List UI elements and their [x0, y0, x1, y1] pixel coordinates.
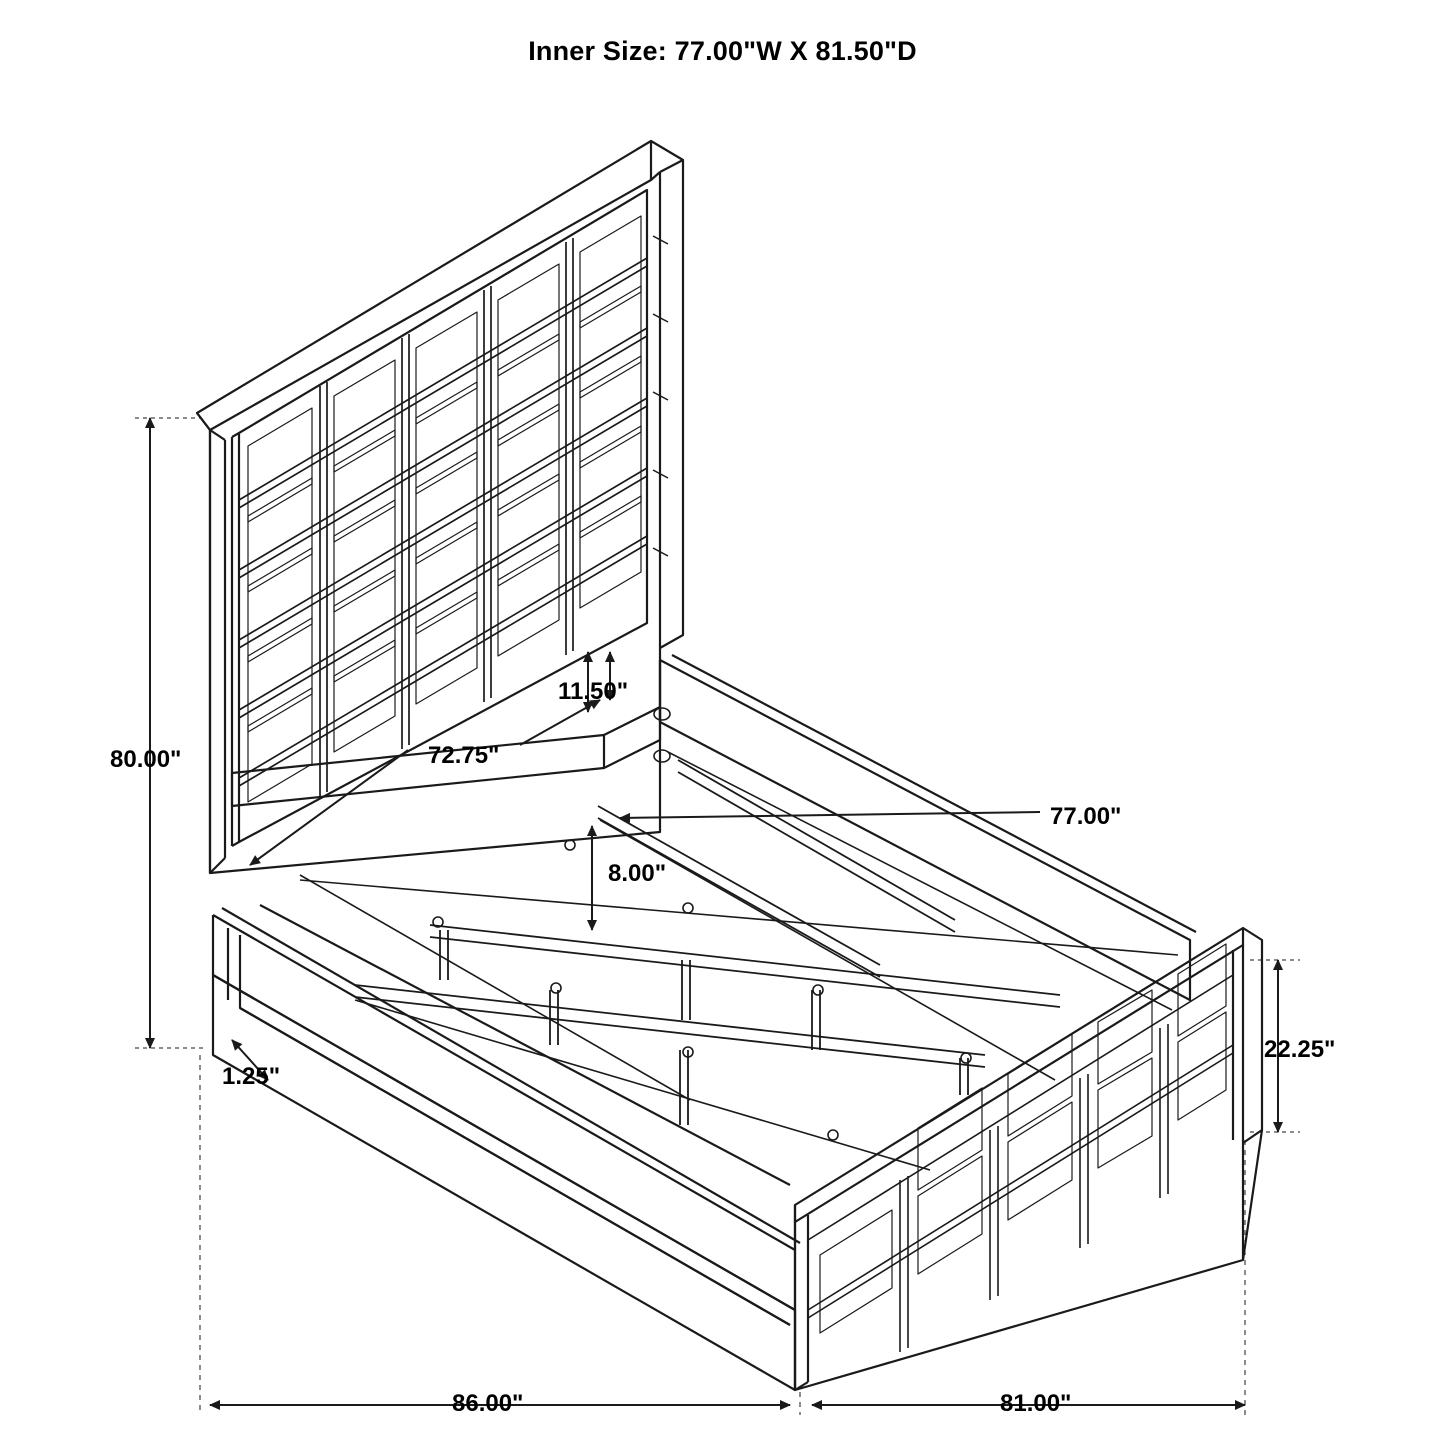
- dim-label-inner-width: 77.00": [1050, 803, 1122, 830]
- dim-label-slat-clearance: 8.00": [608, 860, 667, 887]
- dim-label-overall-width: 81.00": [1000, 1390, 1072, 1417]
- dim-label-panel-width: 72.75": [428, 742, 500, 769]
- page-title: Inner Size: 77.00"W X 81.50"D: [528, 36, 917, 66]
- footboard: [795, 928, 1262, 1390]
- dim-label-rail-offset: 11.50": [558, 678, 629, 705]
- bed-frame-rails: [213, 655, 1196, 1390]
- dim-line-panel-width: [250, 750, 408, 865]
- dim-label-overall-length: 86.00": [452, 1390, 524, 1417]
- dim-label-footboard-height: 22.25": [1264, 1036, 1336, 1063]
- dim-label-headboard-height: 80.00": [110, 746, 182, 773]
- dim-label-rail-thickness: 1.25": [222, 1063, 281, 1090]
